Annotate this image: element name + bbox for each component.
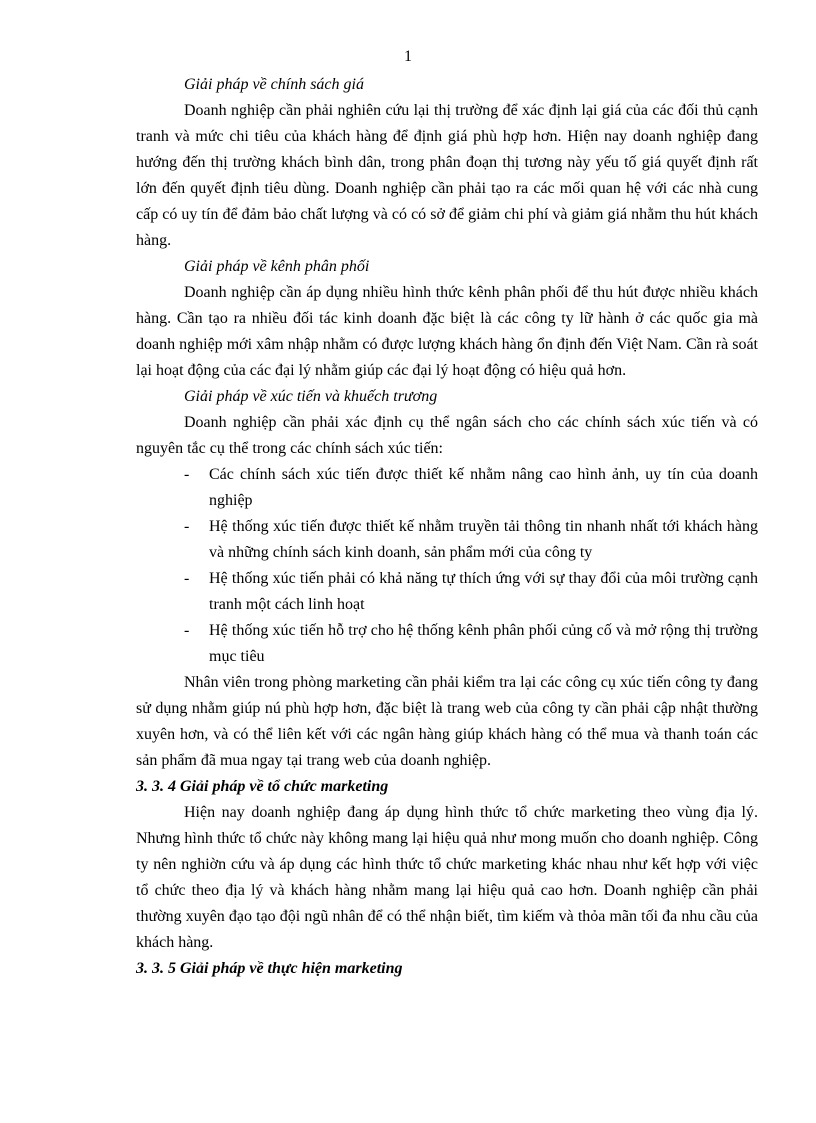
paragraph-marketing-staff: Nhân viên trong phòng marketing cần phải kiểm tra lại các công cụ xúc tiến công ty đang sử dụng nhằm giúp nú phù hợp hơn, đặc biệt là trang web của công ty cần phải cập nhật thường xuyên hơn, và có thể liên kết với các ngân hàng giúp khách hàng có thể mua và thanh toán các sản phẩm đã mua ngay tại trang web của doanh nghiệp. — [136, 674, 758, 769]
list-item — [136, 566, 758, 618]
list-item — [136, 462, 758, 514]
list-item-text: Các chính sách xúc tiến được thiết kế nhằm nâng cao hình ảnh, uy tín của doanh nghiệp — [209, 466, 758, 509]
paragraph-promotion: Doanh nghiệp cần phải xác định cụ thể ngân sách cho các chính sách xúc tiến và có nguyên tắc cụ thể trong các chính sách xúc tiến: — [136, 414, 758, 457]
page-body — [136, 72, 758, 982]
paragraph-price-policy: Doanh nghiệp cần phải nghiên cứu lại thị trường để xác định lại giá của các đối thủ cạnh tranh và mức chi tiêu của khách hàng để định giá phù hợp hơn. Hiện nay doanh nghiệp đang hướng đến thị trường khách bình dân, trong phân đoạn thị tương này yếu tố giá quyết định rất lớn đến quyết định tiêu dùng. Doanh nghiệp cần phải tạo ra các mối quan hệ với các nhà cung cấp có uy tín để đảm bảo chất lượng và có có sở để giảm chi phí và giảm giá nhằm thu hút khách hàng. — [136, 102, 758, 249]
list-item — [136, 514, 758, 566]
list-dash: - — [184, 466, 190, 483]
paragraph-distribution-channel: Doanh nghiệp cần áp dụng nhiều hình thức kênh phân phối để thu hút được nhiều khách hàng. Cần tạo ra nhiều đối tác kinh doanh đặc biệt là các công ty lữ hành ở các quốc gia mà doanh nghiệp mới xâm nhập nhằm có được lượng khách hàng ổn định đến Việt Nam. Cần rà soát lại hoạt động của các đại lý nhằm giúp các đại lý hoạt động có hiệu quả hơn. — [136, 284, 758, 379]
list-item-text: Hệ thống xúc tiến được thiết kế nhằm truyền tải thông tin nhanh nhất tới khách hàng và những chính sách kinh doanh, sản phẩm mới của công ty — [209, 518, 758, 561]
section-heading-3-3-5: 3. 3. 5 Giải pháp về thực hiện marketing — [136, 960, 403, 977]
subheading-price-policy: Giải pháp về chính sách giá — [184, 76, 364, 93]
paragraph-marketing-organization: Hiện nay doanh nghiệp đang áp dụng hình thức tổ chức marketing theo vùng địa lý. Nhưng hình thức tổ chức này không mang lại hiệu quả như mong muốn cho doanh nghiệp. Công ty nên nghiờn cứu và áp dụng các hình thức tổ chức marketing khác nhau như kết hợp với việc tổ chức theo địa lý và khách hàng nhằm mang lại hiệu quả cao hơn. Doanh nghiệp cần phải thường xuyên đạo tạo đội ngũ nhân để có thể nhận biết, tìm kiếm và thỏa mãn tối đa nhu cầu của khách hàng. — [136, 804, 758, 951]
page-number: 1 — [404, 48, 412, 65]
subheading-promotion: Giải pháp về xúc tiến và khuếch trương — [184, 388, 438, 405]
list-item-text: Hệ thống xúc tiến hỗ trợ cho hệ thống kênh phân phối củng cố và mở rộng thị trường mục tiêu — [209, 622, 758, 665]
list-dash: - — [184, 570, 190, 587]
list-dash: - — [184, 622, 190, 639]
promotion-principles-list — [136, 462, 758, 670]
list-item — [136, 618, 758, 670]
list-dash: - — [184, 518, 190, 535]
list-item-text: Hệ thống xúc tiến phải có khả năng tự thích ứng với sự thay đổi của môi trường cạnh tranh một cách linh hoạt — [209, 570, 758, 613]
section-heading-3-3-4: 3. 3. 4 Giải pháp về tổ chức marketing — [136, 778, 389, 795]
subheading-distribution-channel: Giải pháp về kênh phân phối — [184, 258, 370, 275]
